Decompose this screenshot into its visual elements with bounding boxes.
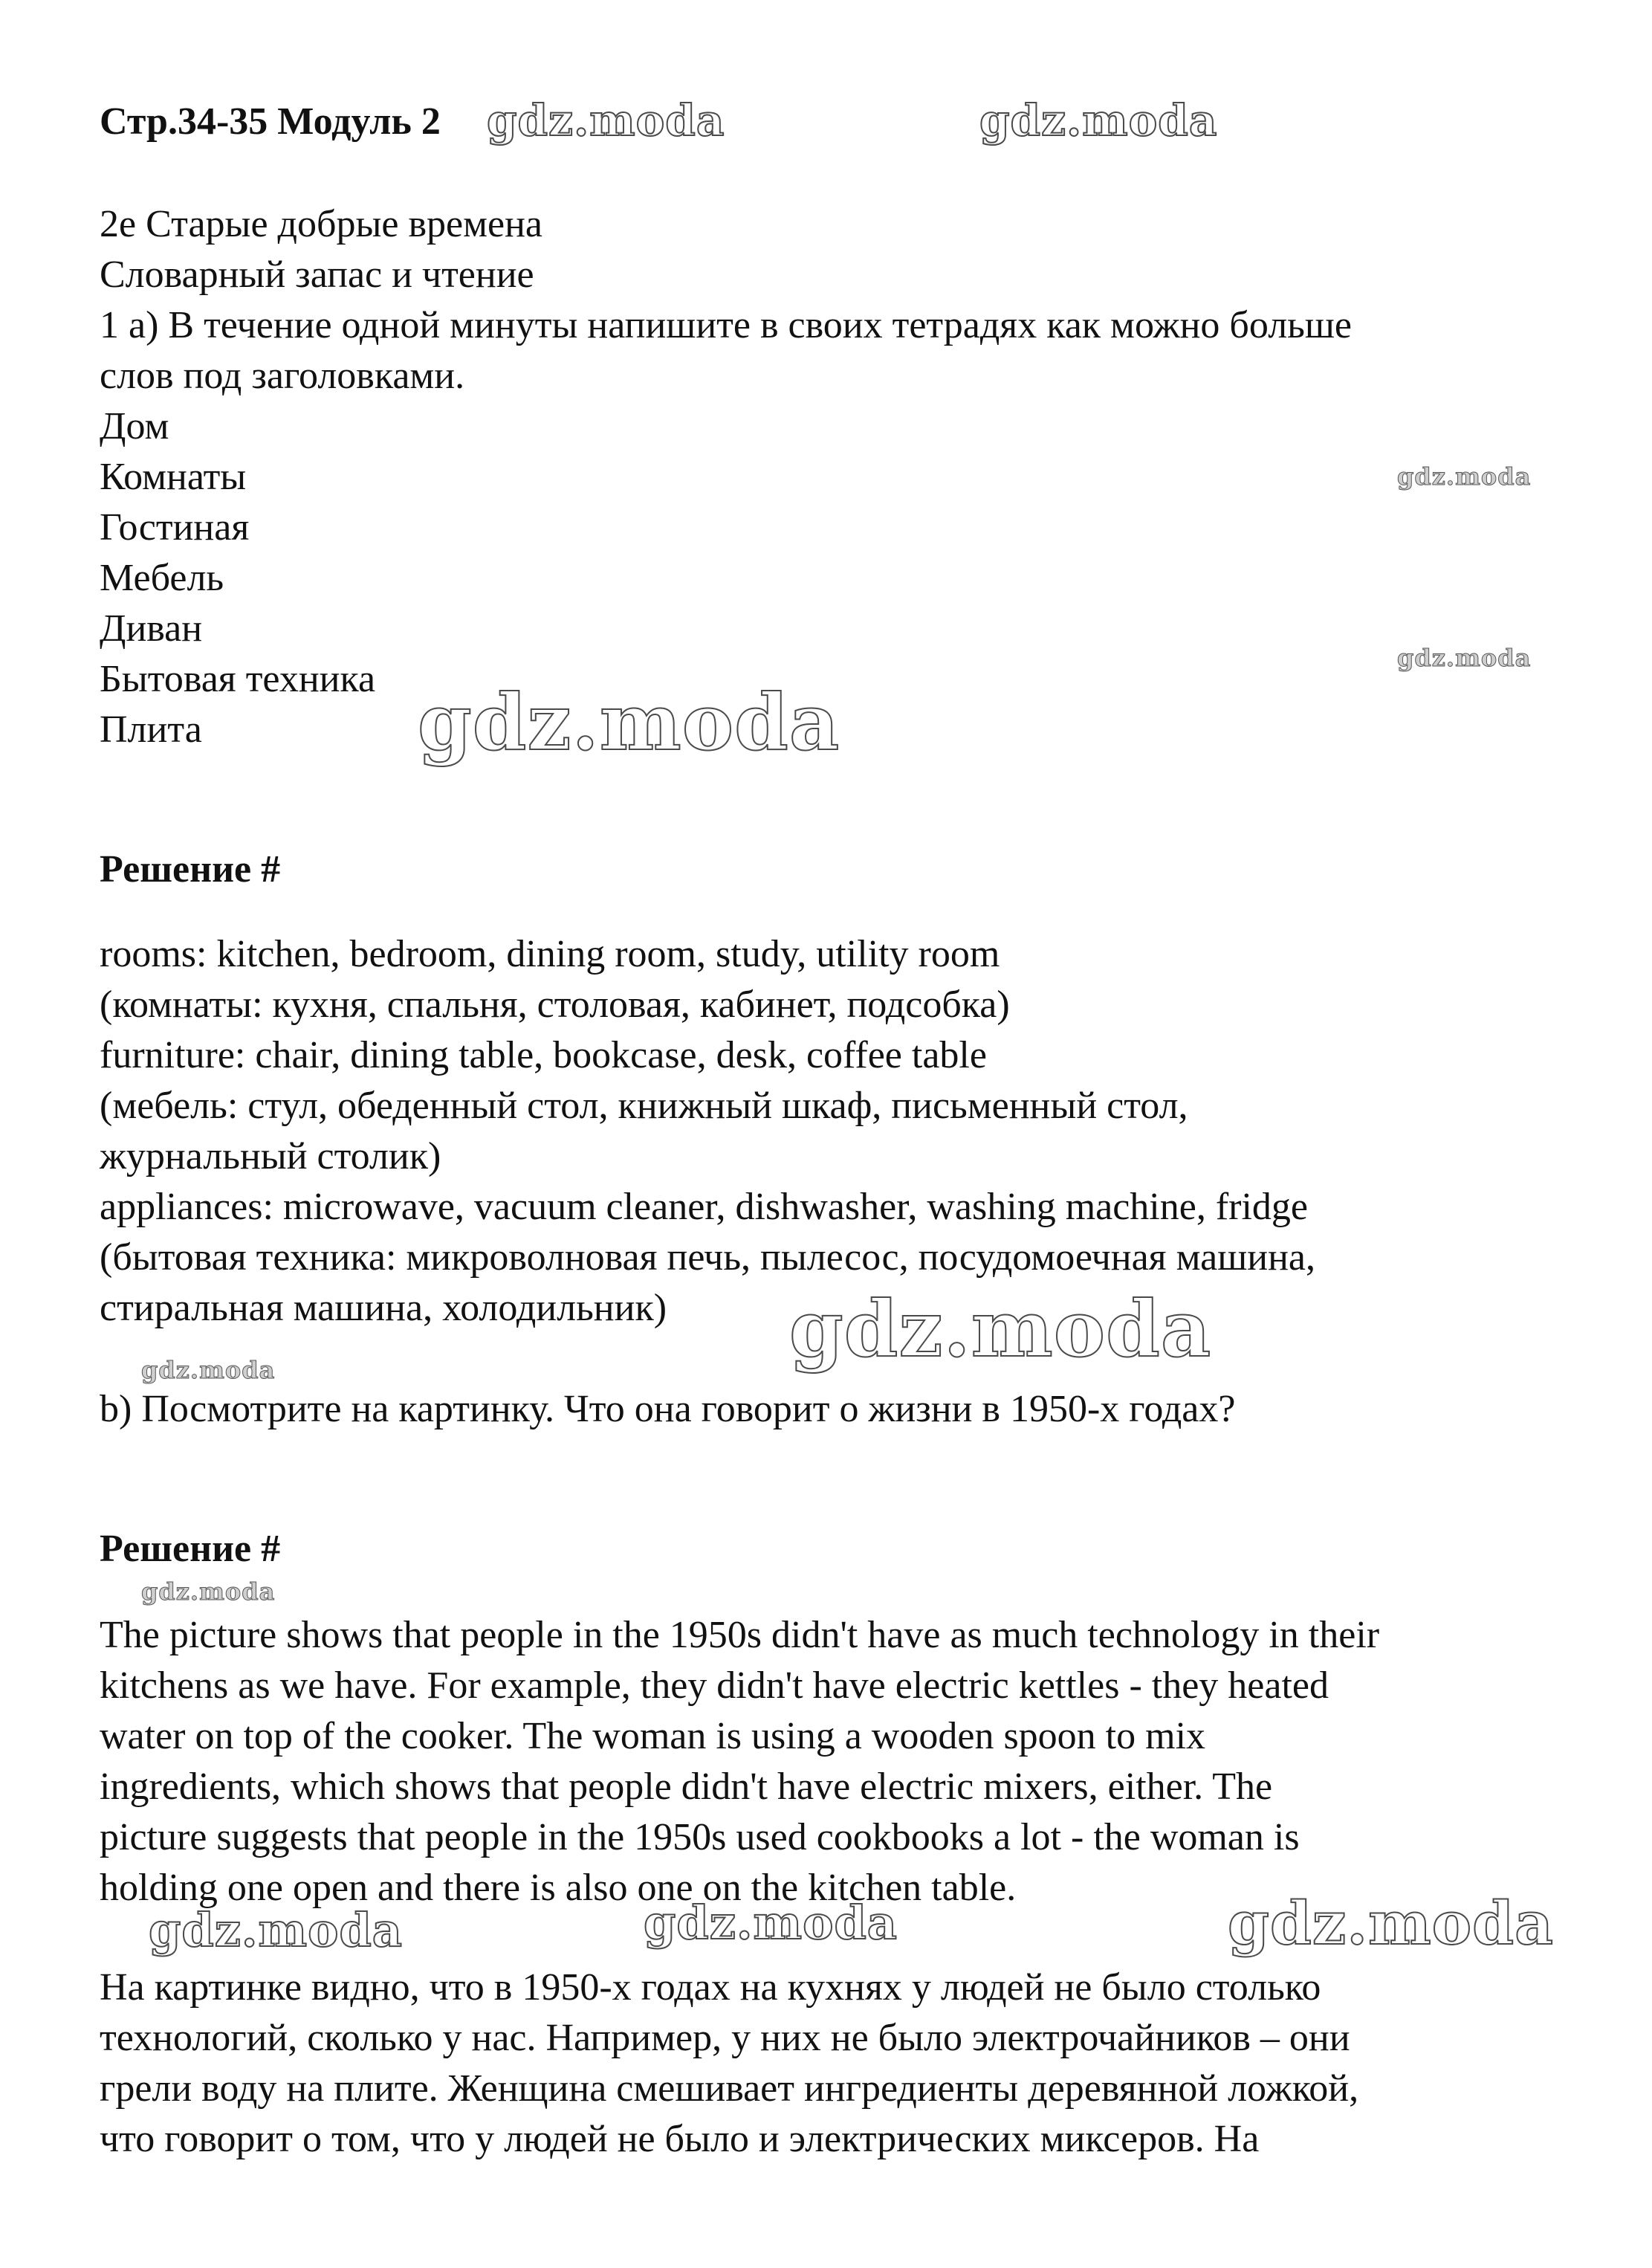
solution-line-ru: технологий, сколько у нас. Например, у них не было электрочайников – они bbox=[100, 2017, 1350, 2059]
solution-line-en: holding one open and there is also one on the kitchen table. bbox=[100, 1867, 1017, 1909]
watermark: gdz.moda bbox=[141, 1356, 276, 1384]
solution-line-en: picture suggests that people in the 1950s used cookbooks a lot - the woman is bbox=[100, 1816, 1300, 1858]
solution-line-ru: что говорит о том, что у людей не было и электрических миксеров. На bbox=[100, 2118, 1260, 2160]
solution-line-en: The picture shows that people in the 1950s didn't have as much technology in their bbox=[100, 1614, 1380, 1656]
solution-line: furniture: chair, dining table, bookcase, desk, coffee table bbox=[100, 1034, 987, 1076]
solution-line: rooms: kitchen, bedroom, dining room, study, utility room bbox=[100, 933, 1000, 975]
solution-line: журнальный столик) bbox=[100, 1135, 441, 1177]
solution-line-en: water on top of the cooker. The woman is using a wooden spoon to mix bbox=[100, 1715, 1206, 1757]
watermark: gdz.moda bbox=[141, 1577, 276, 1606]
solution-line-ru: грели воду на плите. Женщина смешивает ингредиенты деревянной ложкой, bbox=[100, 2067, 1359, 2110]
solution-heading: Решение # bbox=[100, 1528, 281, 1570]
task-b: b) Посмотрите на картинку. Что она говорит о жизни в 1950-х годах? bbox=[100, 1388, 1236, 1430]
word-item: Бытовая техника bbox=[100, 658, 376, 700]
word-item: Гостиная bbox=[100, 506, 250, 549]
word-item: Дом bbox=[100, 405, 169, 448]
solution-line-ru: На картинке видно, что в 1950-х годах на кухнях у людей не было столько bbox=[100, 1966, 1321, 2009]
page-title: Стр.34-35 Модуль 2 bbox=[100, 100, 441, 143]
word-item: Диван bbox=[100, 607, 203, 650]
watermark: gdz.moda bbox=[644, 1896, 898, 1950]
word-item: Мебель bbox=[100, 557, 224, 599]
word-item: Плита bbox=[100, 708, 202, 751]
watermark: gdz.moda bbox=[418, 676, 840, 768]
unit-title: 2е Старые добрые времена bbox=[100, 203, 542, 245]
solution-line-en: kitchens as we have. For example, they didn't have electric kettles - they heated bbox=[100, 1664, 1329, 1707]
task-1a-line-1: 1 а) В течение одной минуты напишите в своих тетрадях как можно больше bbox=[100, 304, 1352, 346]
watermark: gdz.moda bbox=[487, 95, 725, 146]
watermark: gdz.moda bbox=[789, 1283, 1212, 1374]
watermark: gdz.moda bbox=[1397, 462, 1532, 491]
word-item: Комнаты bbox=[100, 456, 247, 498]
solution-line: (комнаты: кухня, спальня, столовая, кабинет, подсобка) bbox=[100, 983, 1010, 1026]
solution-line: appliances: microwave, vacuum cleaner, dishwasher, washing machine, fridge bbox=[100, 1186, 1308, 1228]
section-title: Словарный запас и чтение bbox=[100, 253, 534, 296]
task-1a-line-2: слов под заголовками. bbox=[100, 355, 465, 397]
watermark: gdz.moda bbox=[1397, 644, 1532, 672]
watermark: gdz.moda bbox=[1228, 1888, 1554, 1958]
solution-line: стиральная машина, холодильник) bbox=[100, 1287, 667, 1329]
watermark: gdz.moda bbox=[979, 95, 1218, 146]
solution-line: (бытовая техника: микроволновая печь, пылесос, посудомоечная машина, bbox=[100, 1236, 1315, 1279]
solution-line-en: ingredients, which shows that people didn't have electric mixers, either. The bbox=[100, 1765, 1273, 1808]
solution-heading: Решение # bbox=[100, 848, 281, 891]
solution-line: (мебель: стул, обеденный стол, книжный шкаф, письменный стол, bbox=[100, 1085, 1188, 1127]
watermark: gdz.moda bbox=[149, 1903, 403, 1957]
